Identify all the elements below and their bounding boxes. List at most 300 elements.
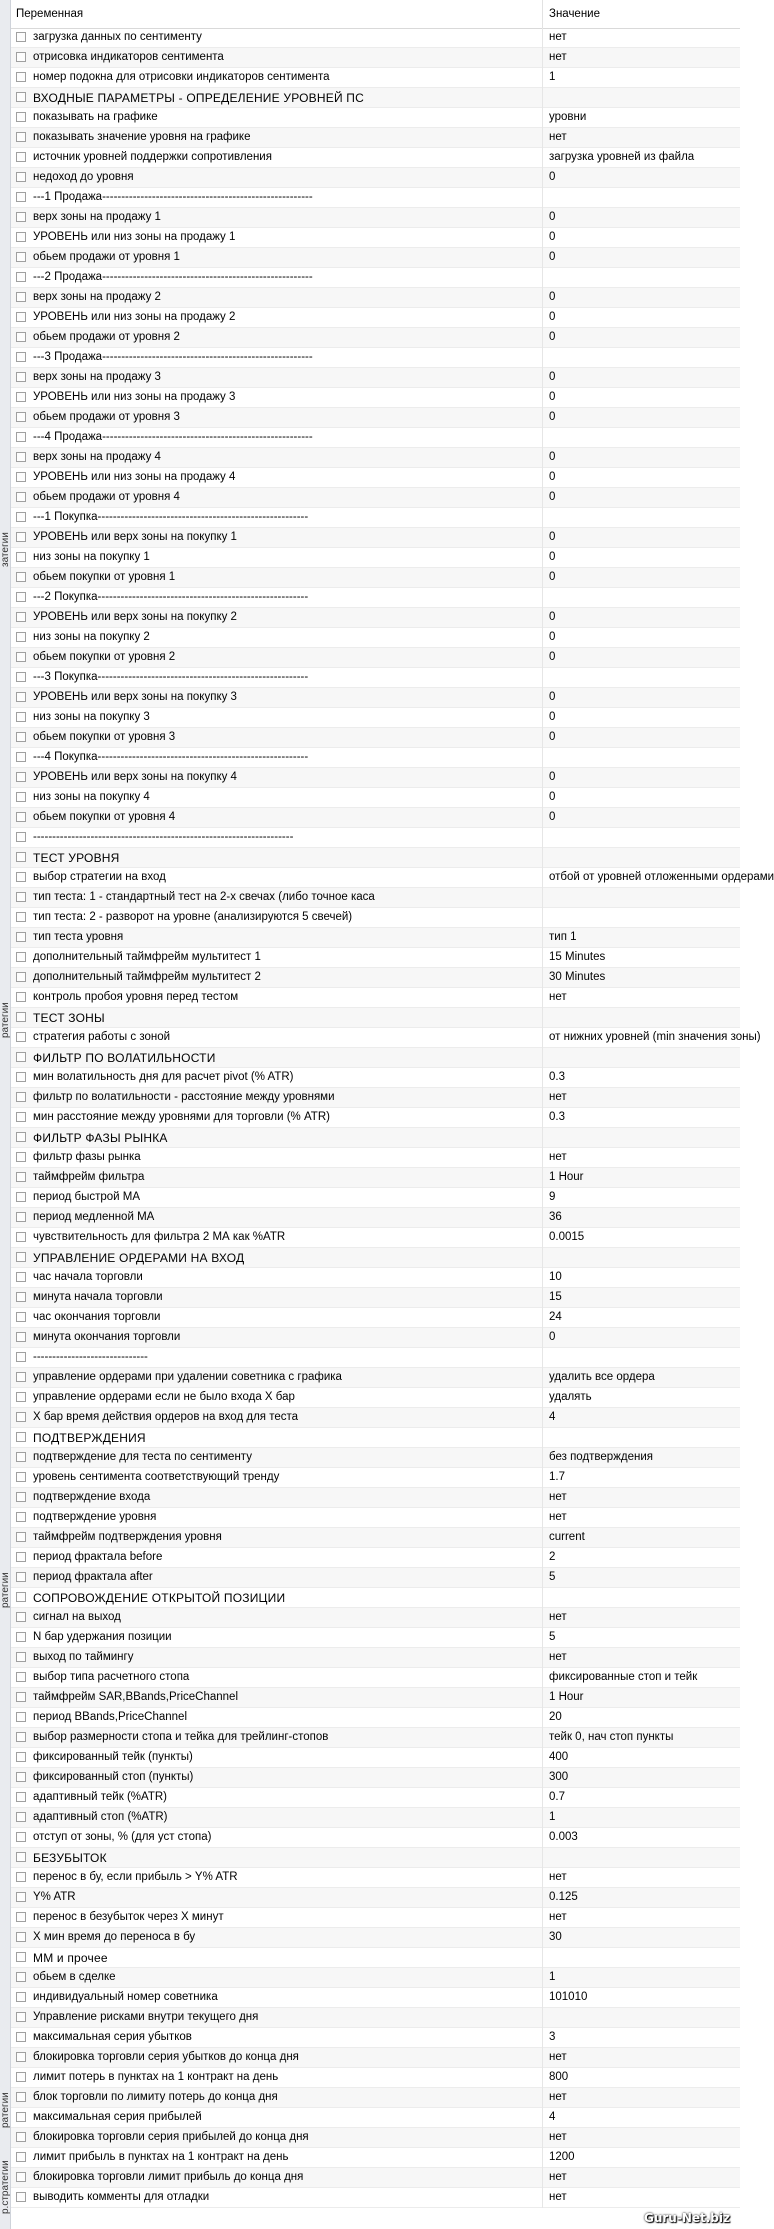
row-checkbox[interactable]	[16, 652, 26, 662]
row-checkbox[interactable]	[16, 1372, 26, 1382]
parameter-value[interactable]: тейк 0, нач стоп пункты	[549, 1731, 674, 1743]
row-checkbox[interactable]	[16, 2052, 26, 2062]
parameter-row[interactable]	[11, 1888, 740, 1908]
parameter-row[interactable]	[11, 1828, 740, 1848]
row-checkbox[interactable]	[16, 1392, 26, 1402]
column-header-value[interactable]: Значение	[549, 8, 600, 20]
parameter-row[interactable]	[11, 1548, 740, 1568]
parameter-row[interactable]	[11, 1108, 740, 1128]
parameter-value[interactable]: 30	[549, 1931, 562, 1943]
parameter-row[interactable]	[11, 1768, 740, 1788]
row-checkbox[interactable]	[16, 892, 26, 902]
parameter-row[interactable]	[11, 48, 740, 68]
parameter-value[interactable]: 0	[549, 451, 556, 463]
parameter-row[interactable]	[11, 288, 740, 308]
parameter-row[interactable]	[11, 688, 740, 708]
parameter-row[interactable]	[11, 1308, 740, 1328]
parameter-row[interactable]	[11, 648, 740, 668]
row-checkbox[interactable]	[16, 1792, 26, 1802]
parameter-value[interactable]: 0	[549, 571, 556, 583]
parameter-row[interactable]	[11, 1388, 740, 1408]
parameter-row[interactable]	[11, 2008, 740, 2028]
row-checkbox[interactable]	[16, 232, 26, 242]
row-checkbox[interactable]	[16, 1352, 26, 1362]
parameter-row[interactable]	[11, 1268, 740, 1288]
parameter-row[interactable]	[11, 748, 740, 768]
section-row[interactable]	[11, 1248, 740, 1268]
parameter-value[interactable]: нет	[549, 2051, 567, 2063]
parameter-value[interactable]: 5	[549, 1631, 556, 1643]
parameter-row[interactable]	[11, 2028, 740, 2048]
row-checkbox[interactable]	[16, 2092, 26, 2102]
parameter-row[interactable]	[11, 1168, 740, 1188]
parameter-value[interactable]: 4	[549, 1411, 556, 1423]
parameter-row[interactable]	[11, 828, 740, 848]
parameter-value[interactable]: нет	[549, 1611, 567, 1623]
parameter-value[interactable]: без подтверждения	[549, 1451, 653, 1463]
row-checkbox[interactable]	[16, 1552, 26, 1562]
parameter-value[interactable]: 20	[549, 1711, 562, 1723]
parameter-row[interactable]	[11, 208, 740, 228]
parameter-row[interactable]	[11, 1468, 740, 1488]
row-checkbox[interactable]	[16, 1972, 26, 1982]
row-checkbox[interactable]	[16, 2132, 26, 2142]
row-checkbox[interactable]	[16, 1152, 26, 1162]
row-checkbox[interactable]	[16, 72, 26, 82]
parameter-value[interactable]: нет	[549, 1091, 567, 1103]
row-checkbox[interactable]	[16, 612, 26, 622]
parameter-row[interactable]	[11, 108, 740, 128]
parameter-row[interactable]	[11, 1568, 740, 1588]
parameter-row[interactable]	[11, 1368, 740, 1388]
parameter-row[interactable]	[11, 928, 740, 948]
parameter-value[interactable]: от нижних уровней (min значения зоны)	[549, 1031, 761, 1043]
section-row[interactable]	[11, 1848, 740, 1868]
parameter-row[interactable]	[11, 1508, 740, 1528]
parameter-value[interactable]: 0	[549, 1331, 556, 1343]
row-checkbox[interactable]	[16, 1432, 26, 1442]
parameter-value[interactable]: 0	[549, 171, 556, 183]
row-checkbox[interactable]	[16, 1212, 26, 1222]
parameter-value[interactable]: нет	[549, 1151, 567, 1163]
row-checkbox[interactable]	[16, 552, 26, 562]
column-header-variable[interactable]: Переменная	[16, 8, 84, 20]
row-checkbox[interactable]	[16, 1052, 26, 1062]
parameter-value[interactable]: 0	[549, 331, 556, 343]
parameter-row[interactable]	[11, 1348, 740, 1368]
parameter-value[interactable]: 0	[549, 211, 556, 223]
parameter-value[interactable]: 2	[549, 1551, 556, 1563]
parameter-value[interactable]: 0	[549, 531, 556, 543]
parameter-value[interactable]: нет	[549, 131, 567, 143]
parameter-row[interactable]	[11, 528, 740, 548]
row-checkbox[interactable]	[16, 1092, 26, 1102]
section-row[interactable]	[11, 1588, 740, 1608]
row-checkbox[interactable]	[16, 1012, 26, 1022]
row-checkbox[interactable]	[16, 52, 26, 62]
row-checkbox[interactable]	[16, 1612, 26, 1622]
row-checkbox[interactable]	[16, 532, 26, 542]
parameter-value[interactable]: 0	[549, 491, 556, 503]
parameter-row[interactable]	[11, 1628, 740, 1648]
parameter-value[interactable]: 10	[549, 1271, 562, 1283]
parameter-value[interactable]: нет	[549, 1911, 567, 1923]
parameter-value[interactable]: 4	[549, 2111, 556, 2123]
parameter-value[interactable]: 1200	[549, 2151, 575, 2163]
row-checkbox[interactable]	[16, 732, 26, 742]
parameter-row[interactable]	[11, 1728, 740, 1748]
parameter-row[interactable]	[11, 1288, 740, 1308]
row-checkbox[interactable]	[16, 572, 26, 582]
parameter-row[interactable]	[11, 168, 740, 188]
parameter-value[interactable]: нет	[549, 1511, 567, 1523]
row-checkbox[interactable]	[16, 1072, 26, 1082]
parameter-row[interactable]	[11, 908, 740, 928]
parameter-value[interactable]: нет	[549, 1651, 567, 1663]
parameter-value[interactable]: удалять	[549, 1391, 592, 1403]
parameter-row[interactable]	[11, 1708, 740, 1728]
row-checkbox[interactable]	[16, 1112, 26, 1122]
parameter-value[interactable]: 0	[549, 771, 556, 783]
row-checkbox[interactable]	[16, 252, 26, 262]
parameter-value[interactable]: 9	[549, 1191, 556, 1203]
parameter-value[interactable]: 1 Hour	[549, 1691, 584, 1703]
row-checkbox[interactable]	[16, 2152, 26, 2162]
parameter-value[interactable]: 0.3	[549, 1111, 565, 1123]
parameter-value[interactable]: нет	[549, 2131, 567, 2143]
row-checkbox[interactable]	[16, 1732, 26, 1742]
parameter-value[interactable]: 0	[549, 311, 556, 323]
row-checkbox[interactable]	[16, 1492, 26, 1502]
parameter-row[interactable]	[11, 1028, 761, 1048]
parameter-row[interactable]	[11, 388, 740, 408]
parameter-row[interactable]	[11, 488, 740, 508]
row-checkbox[interactable]	[16, 1672, 26, 1682]
parameter-row[interactable]	[11, 1188, 740, 1208]
parameter-row[interactable]	[11, 128, 740, 148]
parameter-value[interactable]: 0.3	[549, 1071, 565, 1083]
parameter-row[interactable]	[11, 1688, 740, 1708]
parameter-row[interactable]	[11, 1608, 740, 1628]
row-checkbox[interactable]	[16, 1192, 26, 1202]
row-checkbox[interactable]	[16, 192, 26, 202]
parameter-row[interactable]	[11, 948, 740, 968]
row-checkbox[interactable]	[16, 1312, 26, 1322]
parameter-row[interactable]	[11, 568, 740, 588]
parameter-row[interactable]	[11, 548, 740, 568]
parameter-value[interactable]: нет	[549, 2091, 567, 2103]
parameter-value[interactable]: 0	[549, 291, 556, 303]
parameter-row[interactable]	[11, 1968, 740, 1988]
parameter-value[interactable]: 0	[549, 611, 556, 623]
parameter-value[interactable]: 15 Minutes	[549, 951, 606, 963]
parameter-value[interactable]: 0	[549, 631, 556, 643]
parameter-value[interactable]: 1	[549, 71, 556, 83]
parameter-value[interactable]: current	[549, 1531, 585, 1543]
row-checkbox[interactable]	[16, 1952, 26, 1962]
row-checkbox[interactable]	[16, 972, 26, 982]
parameter-row[interactable]	[11, 148, 740, 168]
parameter-row[interactable]	[11, 508, 740, 528]
section-row[interactable]	[11, 1048, 740, 1068]
row-checkbox[interactable]	[16, 112, 26, 122]
row-checkbox[interactable]	[16, 592, 26, 602]
parameter-value[interactable]: 0	[549, 411, 556, 423]
row-checkbox[interactable]	[16, 912, 26, 922]
parameter-value[interactable]: 0.7	[549, 1791, 565, 1803]
parameter-value[interactable]: 1	[549, 1971, 556, 1983]
row-checkbox[interactable]	[16, 512, 26, 522]
row-checkbox[interactable]	[16, 1752, 26, 1762]
parameter-row[interactable]	[11, 868, 774, 888]
parameter-row[interactable]	[11, 708, 740, 728]
row-checkbox[interactable]	[16, 2072, 26, 2082]
parameter-row[interactable]	[11, 788, 740, 808]
section-row[interactable]	[11, 1128, 740, 1148]
parameter-row[interactable]	[11, 1788, 740, 1808]
parameter-value[interactable]: 1.7	[549, 1471, 565, 1483]
parameter-row[interactable]	[11, 408, 740, 428]
parameter-row[interactable]	[11, 2108, 740, 2128]
row-checkbox[interactable]	[16, 952, 26, 962]
parameter-value[interactable]: 36	[549, 1211, 562, 1223]
parameter-value[interactable]: нет	[549, 1491, 567, 1503]
parameter-row[interactable]	[11, 2148, 740, 2168]
parameter-row[interactable]	[11, 1488, 740, 1508]
row-checkbox[interactable]	[16, 312, 26, 322]
row-checkbox[interactable]	[16, 1272, 26, 1282]
row-checkbox[interactable]	[16, 1772, 26, 1782]
parameter-row[interactable]	[11, 328, 740, 348]
row-checkbox[interactable]	[16, 272, 26, 282]
parameter-row[interactable]	[11, 268, 740, 288]
section-row[interactable]	[11, 1008, 740, 1028]
parameter-value[interactable]: 0.0015	[549, 1231, 585, 1243]
parameter-value[interactable]: 30 Minutes	[549, 971, 606, 983]
parameter-value[interactable]: нет	[549, 31, 567, 43]
parameter-row[interactable]	[11, 1928, 740, 1948]
parameter-row[interactable]	[11, 2068, 740, 2088]
parameter-row[interactable]	[11, 728, 740, 748]
row-checkbox[interactable]	[16, 1992, 26, 2002]
row-checkbox[interactable]	[16, 1892, 26, 1902]
row-checkbox[interactable]	[16, 1572, 26, 1582]
parameter-value[interactable]: 0	[549, 371, 556, 383]
row-checkbox[interactable]	[16, 1032, 26, 1042]
row-checkbox[interactable]	[16, 992, 26, 1002]
row-checkbox[interactable]	[16, 1812, 26, 1822]
row-checkbox[interactable]	[16, 292, 26, 302]
parameter-value[interactable]: 0.125	[549, 1891, 578, 1903]
row-checkbox[interactable]	[16, 332, 26, 342]
parameter-value[interactable]: 0	[549, 471, 556, 483]
parameter-value[interactable]: 0	[549, 691, 556, 703]
parameter-row[interactable]	[11, 1228, 740, 1248]
parameter-value[interactable]: 0	[549, 811, 556, 823]
row-checkbox[interactable]	[16, 372, 26, 382]
row-checkbox[interactable]	[16, 932, 26, 942]
parameter-value[interactable]: 1 Hour	[549, 1171, 584, 1183]
parameter-value[interactable]: 0	[549, 551, 556, 563]
row-checkbox[interactable]	[16, 1332, 26, 1342]
parameter-row[interactable]	[11, 1448, 740, 1468]
parameter-row[interactable]	[11, 2168, 740, 2188]
row-checkbox[interactable]	[16, 1712, 26, 1722]
parameter-row[interactable]	[11, 588, 740, 608]
row-checkbox[interactable]	[16, 1412, 26, 1422]
parameter-row[interactable]	[11, 988, 740, 1008]
row-checkbox[interactable]	[16, 132, 26, 142]
parameter-value[interactable]: 400	[549, 1751, 569, 1763]
row-checkbox[interactable]	[16, 1472, 26, 1482]
parameter-value[interactable]: нет	[549, 2191, 567, 2203]
parameter-row[interactable]	[11, 628, 740, 648]
parameter-value[interactable]: 0	[549, 711, 556, 723]
row-checkbox[interactable]	[16, 432, 26, 442]
parameter-row[interactable]	[11, 2088, 740, 2108]
parameter-row[interactable]	[11, 228, 740, 248]
row-checkbox[interactable]	[16, 1292, 26, 1302]
row-checkbox[interactable]	[16, 32, 26, 42]
parameter-value[interactable]: нет	[549, 1871, 567, 1883]
parameter-row[interactable]	[11, 1328, 740, 1348]
parameter-value[interactable]: 800	[549, 2071, 569, 2083]
row-checkbox[interactable]	[16, 1652, 26, 1662]
parameter-value[interactable]: уровни	[549, 111, 587, 123]
parameter-value[interactable]: 3	[549, 2031, 556, 2043]
parameter-value[interactable]: 5	[549, 1571, 556, 1583]
parameter-row[interactable]	[11, 1408, 740, 1428]
parameter-row[interactable]	[11, 68, 740, 88]
parameter-value[interactable]: удалить все ордера	[549, 1371, 655, 1383]
parameter-row[interactable]	[11, 1748, 740, 1768]
parameter-value[interactable]: 0	[549, 731, 556, 743]
row-checkbox[interactable]	[16, 2032, 26, 2042]
parameter-row[interactable]	[11, 1528, 740, 1548]
parameter-row[interactable]	[11, 448, 740, 468]
parameter-row[interactable]	[11, 468, 740, 488]
parameter-value[interactable]: 1	[549, 1811, 556, 1823]
row-checkbox[interactable]	[16, 832, 26, 842]
row-checkbox[interactable]	[16, 1232, 26, 1242]
section-row[interactable]	[11, 848, 740, 868]
parameter-row[interactable]	[11, 1908, 740, 1928]
parameter-value[interactable]: 24	[549, 1311, 562, 1323]
parameter-value[interactable]: 0	[549, 251, 556, 263]
row-checkbox[interactable]	[16, 492, 26, 502]
row-checkbox[interactable]	[16, 1832, 26, 1842]
parameter-row[interactable]	[11, 28, 740, 48]
parameter-value[interactable]: 15	[549, 1291, 562, 1303]
row-checkbox[interactable]	[16, 392, 26, 402]
parameter-row[interactable]	[11, 1668, 740, 1688]
row-checkbox[interactable]	[16, 772, 26, 782]
parameter-value[interactable]: отбой от уровней отложенными ордерами	[549, 871, 774, 883]
section-row[interactable]	[11, 88, 740, 108]
row-checkbox[interactable]	[16, 1512, 26, 1522]
row-checkbox[interactable]	[16, 2192, 26, 2202]
row-checkbox[interactable]	[16, 212, 26, 222]
row-checkbox[interactable]	[16, 1632, 26, 1642]
parameter-value[interactable]: 0	[549, 231, 556, 243]
parameter-row[interactable]	[11, 768, 740, 788]
parameter-value[interactable]: 101010	[549, 1991, 588, 2003]
row-checkbox[interactable]	[16, 752, 26, 762]
row-checkbox[interactable]	[16, 1852, 26, 1862]
row-checkbox[interactable]	[16, 92, 26, 102]
row-checkbox[interactable]	[16, 872, 26, 882]
column-divider[interactable]	[542, 0, 543, 28]
parameter-value[interactable]: тип 1	[549, 931, 577, 943]
row-checkbox[interactable]	[16, 712, 26, 722]
row-checkbox[interactable]	[16, 1932, 26, 1942]
parameter-value[interactable]: фиксированные стоп и тейк	[549, 1671, 698, 1683]
section-row[interactable]	[11, 1428, 740, 1448]
parameter-value[interactable]: 0	[549, 651, 556, 663]
row-checkbox[interactable]	[16, 812, 26, 822]
parameter-row[interactable]	[11, 1868, 740, 1888]
row-checkbox[interactable]	[16, 452, 26, 462]
parameter-row[interactable]	[11, 428, 740, 448]
parameter-row[interactable]	[11, 1148, 740, 1168]
row-checkbox[interactable]	[16, 1132, 26, 1142]
parameter-value[interactable]: нет	[549, 51, 567, 63]
parameter-row[interactable]	[11, 308, 740, 328]
row-checkbox[interactable]	[16, 1172, 26, 1182]
parameter-value[interactable]: 0	[549, 791, 556, 803]
row-checkbox[interactable]	[16, 1252, 26, 1262]
parameter-row[interactable]	[11, 888, 740, 908]
row-checkbox[interactable]	[16, 1592, 26, 1602]
parameter-value[interactable]: загрузка уровней из файла	[549, 151, 695, 163]
section-row[interactable]	[11, 1948, 740, 1968]
row-checkbox[interactable]	[16, 632, 26, 642]
parameter-row[interactable]	[11, 608, 740, 628]
row-checkbox[interactable]	[16, 1452, 26, 1462]
parameter-value[interactable]: нет	[549, 991, 567, 1003]
parameter-row[interactable]	[11, 968, 740, 988]
row-checkbox[interactable]	[16, 152, 26, 162]
parameter-value[interactable]: 0.003	[549, 1831, 578, 1843]
row-checkbox[interactable]	[16, 852, 26, 862]
parameter-row[interactable]	[11, 808, 740, 828]
parameter-row[interactable]	[11, 1088, 740, 1108]
parameter-row[interactable]	[11, 668, 740, 688]
parameter-row[interactable]	[11, 1988, 740, 2008]
row-checkbox[interactable]	[16, 2012, 26, 2022]
parameter-row[interactable]	[11, 2128, 740, 2148]
row-checkbox[interactable]	[16, 412, 26, 422]
row-checkbox[interactable]	[16, 672, 26, 682]
parameter-row[interactable]	[11, 188, 740, 208]
row-checkbox[interactable]	[16, 792, 26, 802]
parameter-value[interactable]: нет	[549, 2171, 567, 2183]
parameter-row[interactable]	[11, 248, 740, 268]
parameter-row[interactable]	[11, 2048, 740, 2068]
parameter-value[interactable]: 300	[549, 1771, 569, 1783]
parameter-row[interactable]	[11, 348, 740, 368]
row-checkbox[interactable]	[16, 1692, 26, 1702]
row-checkbox[interactable]	[16, 692, 26, 702]
parameter-row[interactable]	[11, 1208, 740, 1228]
parameter-row[interactable]	[11, 1068, 740, 1088]
parameter-row[interactable]	[11, 1648, 740, 1668]
row-checkbox[interactable]	[16, 2172, 26, 2182]
row-checkbox[interactable]	[16, 1532, 26, 1542]
parameter-row[interactable]	[11, 1808, 740, 1828]
row-checkbox[interactable]	[16, 1912, 26, 1922]
parameter-row[interactable]	[11, 368, 740, 388]
